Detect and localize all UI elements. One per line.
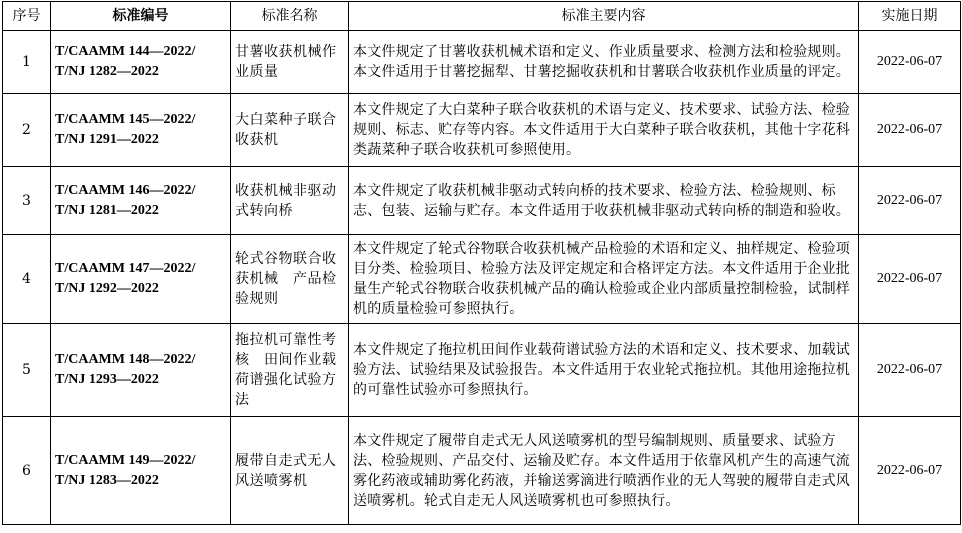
row-date: 2022-06-07	[859, 167, 961, 235]
row-code	[51, 94, 231, 167]
table-row	[3, 31, 961, 94]
header-date: 实施日期	[859, 2, 961, 31]
row-name: 轮式谷物联合收获机械 产品检验规则	[231, 235, 349, 324]
row-content: 本文件规定了履带自走式无人风送喷雾机的型号编制规则、质量要求、试验方法、检验规则、产品交付、运输及贮存。本文件适用于依靠风机产生的高速气流雾化药液或辅助雾化药液，并输送雾滴进行喷洒作业的无人驾驶的履带自走式风送喷雾机。轮式自走无人风送喷雾机也可参照执行。	[349, 417, 859, 525]
row-code-line2: T/NJ 1282—2022	[55, 64, 159, 79]
row-code	[51, 417, 231, 525]
row-seq: 2	[3, 94, 51, 167]
standards-table	[2, 1, 961, 525]
row-seq: 3	[3, 167, 51, 235]
row-code-line2: T/NJ 1291—2022	[55, 132, 159, 147]
row-code-line1: T/CAAMM 149—2022/	[55, 452, 196, 468]
row-code-line2: T/NJ 1293—2022	[55, 372, 159, 387]
row-name: 履带自走式无人风送喷雾机	[231, 417, 349, 525]
row-content: 本文件规定了大白菜种子联合收获机的术语与定义、技术要求、试验方法、检验规则、标志、贮存等内容。本文件适用于大白菜种子联合收获机，其他十字花科类蔬菜种子联合收获机可参照使用。	[349, 94, 859, 167]
row-date: 2022-06-07	[859, 235, 961, 324]
row-seq: 6	[3, 417, 51, 525]
table-row	[3, 235, 961, 324]
table-row	[3, 167, 961, 235]
row-date: 2022-06-07	[859, 31, 961, 94]
table-row	[3, 417, 961, 525]
row-content: 本文件规定了轮式谷物联合收获机械产品检验的术语和定义、抽样规定、检验项目分类、检验项目、检验方法及评定规定和合格评定方法。本文件适用于企业批量生产轮式谷物联合收获机械产品的确认检验或企业内部质量控制检验，试制样机的质量检验可参照执行。	[349, 235, 859, 324]
row-code	[51, 235, 231, 324]
row-date: 2022-06-07	[859, 324, 961, 417]
row-content: 本文件规定了拖拉机田间作业载荷谱试验方法的术语和定义、技术要求、加载试验方法、试验结果及试验报告。本文件适用于农业轮式拖拉机。其他用途拖拉机的可靠性试验亦可参照执行。	[349, 324, 859, 417]
row-content: 本文件规定了收获机械非驱动式转向桥的技术要求、检验方法、检验规则、标志、包装、运输与贮存。本文件适用于收获机械非驱动式转向桥的制造和验收。	[349, 167, 859, 235]
row-code	[51, 31, 231, 94]
row-code-line2: T/NJ 1292—2022	[55, 281, 159, 296]
row-code-line1: T/CAAMM 144—2022/	[55, 44, 196, 59]
row-name: 大白菜种子联合收获机	[231, 94, 349, 167]
table-row	[3, 94, 961, 167]
header-code: 标准编号	[51, 2, 231, 31]
row-code-line1: T/CAAMM 147—2022/	[55, 261, 196, 276]
table-row	[3, 324, 961, 417]
row-content: 本文件规定了甘薯收获机械术语和定义、作业质量要求、检测方法和检验规则。本文件适用于甘薯挖掘犁、甘薯挖掘收获机和甘薯联合收获机作业质量的评定。	[349, 31, 859, 94]
row-code-line2: T/NJ 1283—2022	[55, 472, 159, 488]
row-code-line1: T/CAAMM 145—2022/	[55, 112, 196, 127]
row-date: 2022-06-07	[859, 94, 961, 167]
header-row	[3, 2, 961, 31]
row-seq: 4	[3, 235, 51, 324]
row-date: 2022-06-07	[859, 417, 961, 525]
row-name: 收获机械非驱动式转向桥	[231, 167, 349, 235]
row-code	[51, 167, 231, 235]
row-code-line1: T/CAAMM 146—2022/	[55, 182, 196, 198]
row-seq: 1	[3, 31, 51, 94]
header-content: 标准主要内容	[349, 2, 859, 31]
header-seq: 序号	[3, 2, 51, 31]
header-name: 标准名称	[231, 2, 349, 31]
row-code	[51, 324, 231, 417]
row-code-line2: T/NJ 1281—2022	[55, 202, 159, 218]
row-name: 拖拉机可靠性考核 田间作业载荷谱强化试验方法	[231, 324, 349, 417]
row-name: 甘薯收获机械作业质量	[231, 31, 349, 94]
row-code-line1: T/CAAMM 148—2022/	[55, 352, 196, 367]
row-seq: 5	[3, 324, 51, 417]
